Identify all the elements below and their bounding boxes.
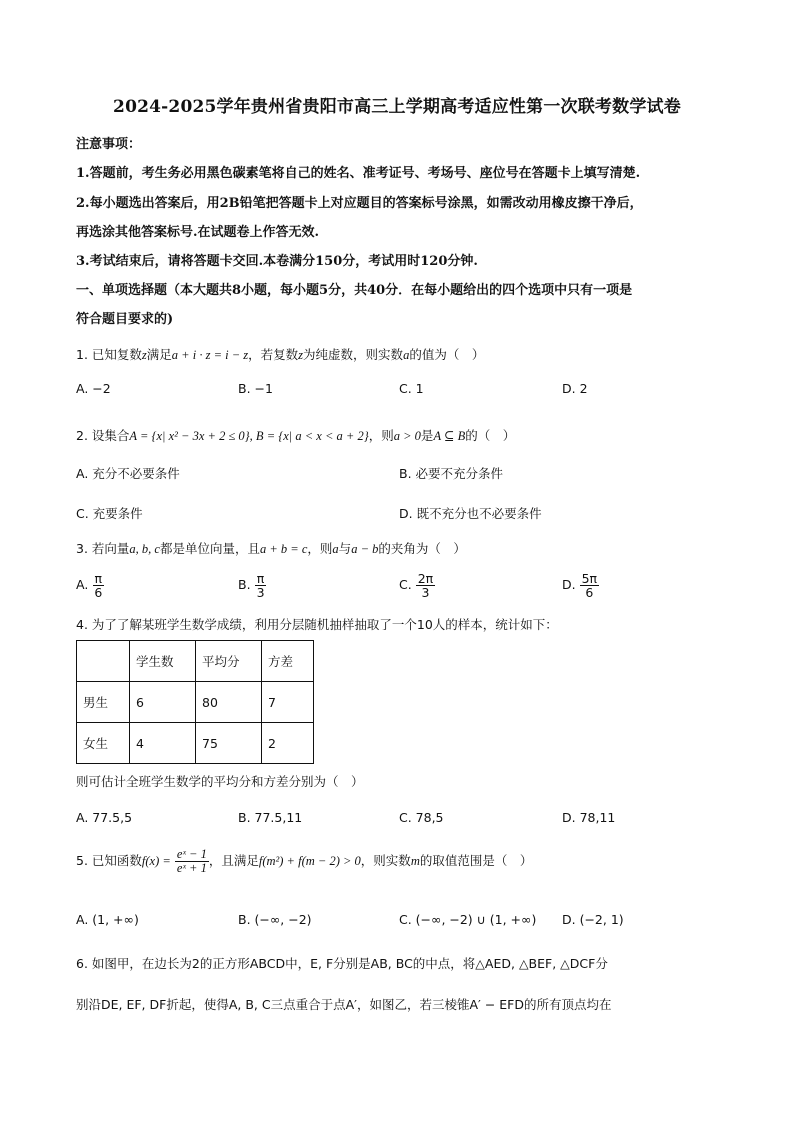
fraction-numerator: 5π <box>581 571 598 586</box>
q2-option-c[interactable]: C. 充要条件 <box>76 506 143 521</box>
table-header-cell: 平均分 <box>196 641 262 682</box>
q1-option-d[interactable]: D. 2 <box>562 381 588 396</box>
question-1 <box>76 345 484 363</box>
q1-equation: a + i · z = i − z <box>171 348 249 362</box>
table-cell: 75 <box>196 723 262 764</box>
q1-option-a[interactable]: A. −2 <box>76 381 111 396</box>
table-header-cell <box>77 641 130 682</box>
table-row <box>77 723 314 764</box>
question-6-line2: 别沿DE, EF, DF折起，使得A, B, C三点重合于点A′，如图乙，若三棱锥A′ − EFD的所有顶点均在 <box>76 997 612 1012</box>
q5-option-b[interactable]: B. (−∞, −2) <box>238 912 312 927</box>
q3-option-a[interactable] <box>76 572 104 599</box>
fraction-numerator: 2π <box>417 571 434 586</box>
notice-item-3: 3.考试结束后，请将答题卡交回.本卷满分150分，考试用时120分钟. <box>76 254 478 269</box>
q2-sets: A = {x| x² − 3x + 2 ≤ 0}, B = {x| a < x < a + 2} <box>129 429 369 443</box>
fraction-denominator: 6 <box>94 585 103 601</box>
q2-option-d[interactable]: D. 既不充分也不必要条件 <box>399 506 542 521</box>
q1-option-c[interactable]: C. 1 <box>399 381 424 396</box>
notice-item-2-cont: 再选涂其他答案标号.在试题卷上作答无效. <box>76 225 320 240</box>
q5-function: f(x) = <box>141 854 171 869</box>
q3-text: 的夹角为（ ） <box>378 541 466 556</box>
q2-condition: a > 0 <box>393 429 421 443</box>
q4-option-c[interactable]: C. 78,5 <box>399 810 444 825</box>
q3-difference: a − b <box>351 542 379 556</box>
notice-heading: 注意事项： <box>76 137 142 152</box>
q3-vector-a: a <box>332 542 339 556</box>
q5-inequality: f(m²) + f(m − 2) > 0 <box>258 854 361 869</box>
q5-text: ，则实数 <box>360 853 411 869</box>
q5-text: ，且满足 <box>208 853 259 869</box>
fraction <box>580 572 599 599</box>
q3-option-b-label: B. <box>238 577 251 593</box>
q3-text: 都是单位向量，且 <box>159 541 260 556</box>
q5-prefix: 5. 已知函数 <box>76 853 142 869</box>
fraction-denominator: 6 <box>585 585 594 601</box>
q3-text: 与 <box>338 541 352 556</box>
question-2 <box>76 426 515 444</box>
q2-subset: A ⊆ B <box>433 429 466 443</box>
stats-table <box>76 640 314 764</box>
q1-var-z: z <box>141 348 147 362</box>
section-heading-line1: 一、单项选择题（本大题共8小题，每小题5分，共40分．在每小题给出的四个选项中只有一项是 <box>76 283 633 298</box>
q3-option-a-label: A. <box>76 577 89 593</box>
question-6-line1: 6. 如图甲，在边长为2的正方形ABCD中，E, F分别是AB, BC的中点，将△AED, △BEF, △DCF分 <box>76 956 608 971</box>
q1-prefix: 1. 已知复数 <box>76 347 142 362</box>
q5-option-c[interactable]: C. (−∞, −2) ∪ (1, +∞) <box>399 912 537 927</box>
q3-text: ，则 <box>307 541 333 556</box>
q1-text: 为纯虚数，则实数 <box>303 347 404 362</box>
table-header-cell: 学生数 <box>130 641 196 682</box>
q1-text: 满足 <box>146 347 172 362</box>
q4-option-d[interactable]: D. 78,11 <box>562 810 616 825</box>
q5-option-a[interactable]: A. (1, +∞) <box>76 912 139 927</box>
q1-option-b[interactable]: B. −1 <box>238 381 273 396</box>
fraction <box>92 572 104 599</box>
q4-option-a[interactable]: A. 77.5,5 <box>76 810 133 825</box>
fraction-numerator: π <box>256 571 265 586</box>
q2-option-a[interactable]: A. 充分不必要条件 <box>76 466 180 481</box>
q3-prefix: 3. 若向量 <box>76 541 130 556</box>
q3-option-c-label: C. <box>399 577 412 593</box>
q5-option-d[interactable]: D. (−2, 1) <box>562 912 624 927</box>
question-4-followup: 则可估计全班学生数学的平均分和方差分别为（ ） <box>76 774 364 789</box>
q1-var-a: a <box>403 348 410 362</box>
notice-item-2: 2.每小题选出答案后，用2B铅笔把答题卡上对应题目的答案标号涂黑，如需改动用橡皮擦干净后， <box>76 196 643 211</box>
table-cell: 2 <box>262 723 314 764</box>
fraction <box>255 572 267 599</box>
notice-item-1: 1.答题前，考生务必用黑色碳素笔将自己的姓名、准考证号、考场号、座位号在答题卡上填写清楚. <box>76 166 641 181</box>
q3-equation: a + b = c <box>259 542 308 556</box>
fraction-denominator: eˣ + 1 <box>176 861 207 876</box>
table-header-cell: 方差 <box>262 641 314 682</box>
q3-vectors: a, b, c <box>129 542 160 556</box>
q3-option-d-label: D. <box>562 577 576 593</box>
table-cell: 4 <box>130 723 196 764</box>
q2-text: 的（ ） <box>465 428 516 443</box>
table-cell: 女生 <box>77 723 130 764</box>
fraction-denominator: 3 <box>421 585 430 601</box>
q1-text: ，若复数 <box>248 347 299 362</box>
fraction <box>416 572 435 599</box>
table-header-row <box>77 641 314 682</box>
table-cell: 80 <box>196 682 262 723</box>
question-3 <box>76 539 466 557</box>
table-row <box>77 682 314 723</box>
section-heading-line2: 符合题目要求的) <box>76 312 174 327</box>
fraction <box>175 848 209 875</box>
table-cell: 男生 <box>77 682 130 723</box>
q3-option-c[interactable] <box>399 572 435 599</box>
fraction-denominator: 3 <box>256 585 265 601</box>
q3-option-b[interactable] <box>238 572 267 599</box>
q2-prefix: 2. 设集合 <box>76 428 130 443</box>
table-cell: 6 <box>130 682 196 723</box>
q2-text: 是 <box>420 428 434 443</box>
q1-var-z: z <box>298 348 304 362</box>
fraction-numerator: π <box>94 571 103 586</box>
q2-text: ，则 <box>368 428 394 443</box>
q2-option-b[interactable]: B. 必要不充分条件 <box>399 466 504 481</box>
table-cell: 7 <box>262 682 314 723</box>
page-title: 2024-2025学年贵州省贵阳市高三上学期高考适应性第一次联考数学试卷 <box>113 97 681 117</box>
q1-text: 的值为（ ） <box>409 347 485 362</box>
question-4: 4. 为了了解某班学生数学成绩，利用分层随机抽样抽取了一个10人的样本，统计如下： <box>76 617 558 632</box>
q3-option-d[interactable] <box>562 572 599 599</box>
question-5 <box>76 848 532 875</box>
q5-text: 的取值范围是（ ） <box>419 853 533 869</box>
q5-var-m: m <box>410 854 420 869</box>
q4-option-b[interactable]: B. 77.5,11 <box>238 810 303 825</box>
fraction-numerator: eˣ − 1 <box>176 847 207 861</box>
